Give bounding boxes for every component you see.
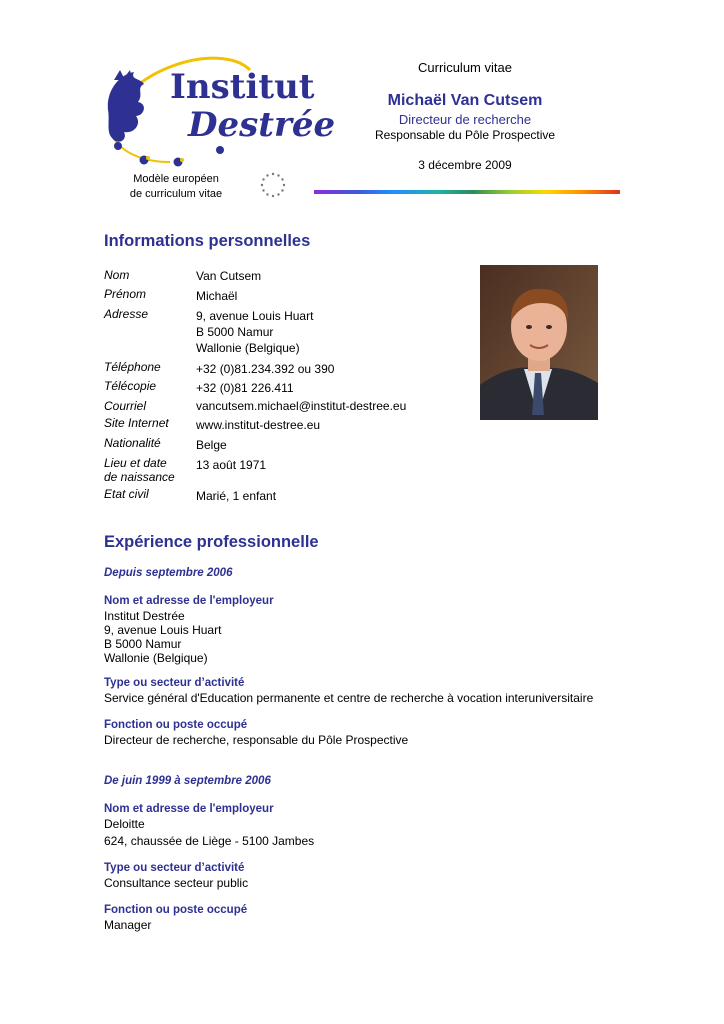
employer-details xyxy=(104,609,221,665)
function-label: Fonction ou poste occupé xyxy=(104,904,248,916)
modele-line2: de curriculum vitae xyxy=(129,188,223,200)
job-period: Depuis septembre 2006 xyxy=(104,567,233,579)
employer-label: Nom et adresse de l'employeur xyxy=(104,803,274,815)
employer-line: Deloitte xyxy=(104,817,145,831)
label-prenom: Prénom xyxy=(104,287,147,301)
rainbow-divider xyxy=(314,190,620,194)
sector-label: Type ou secteur d’activité xyxy=(104,677,245,689)
employer-line: B 5000 Namur xyxy=(104,637,182,651)
employer-line: 624, chaussée de Liège - 5100 Jambes xyxy=(104,834,315,848)
label-telephone: Téléphone xyxy=(104,360,161,374)
label-naissance-line: de naissance xyxy=(104,470,175,484)
function-label: Fonction ou poste occupé xyxy=(104,719,248,731)
value-telecopie: +32 (0)81 226.411 xyxy=(196,381,294,395)
cv-title: Curriculum vitae xyxy=(418,60,512,75)
value-naissance: 13 août 1971 xyxy=(196,458,267,472)
job-title: Directeur de recherche xyxy=(398,112,532,127)
label-site: Site Internet xyxy=(104,416,169,430)
value-telephone: +32 (0)81.234.392 ou 390 xyxy=(196,362,335,376)
sector-value: Service général d'Education permanente et centre de recherche à vocation interuniversitaire xyxy=(104,691,594,705)
modele-caption xyxy=(108,172,244,202)
value-courriel[interactable]: vancutsem.michael@institut-destree.eu xyxy=(196,399,407,413)
employer-line: Wallonie (Belgique) xyxy=(104,651,208,665)
label-nom: Nom xyxy=(104,268,130,282)
rooster-icon xyxy=(108,70,144,142)
function-value: Manager xyxy=(104,918,152,932)
address-line: Wallonie (Belgique) xyxy=(196,341,300,355)
institut-destree-logo xyxy=(100,50,336,170)
label-courriel: Courriel xyxy=(104,399,147,413)
address-line: B 5000 Namur xyxy=(196,325,274,339)
job-period: De juin 1999 à septembre 2006 xyxy=(104,775,271,787)
label-adresse: Adresse xyxy=(104,307,149,321)
eu-stars-icon xyxy=(260,172,286,198)
label-telecopie: Télécopie xyxy=(104,379,157,393)
logo-line1: Institut xyxy=(170,67,315,107)
address-line: 9, avenue Louis Huart xyxy=(196,309,314,323)
logo-line2: Destrée xyxy=(188,105,336,145)
person-name: Michaël Van Cutsem xyxy=(387,92,543,109)
sector-label: Type ou secteur d’activité xyxy=(104,862,245,874)
value-prenom: Michaël xyxy=(196,289,238,303)
cv-date: 3 décembre 2009 xyxy=(418,158,512,172)
profile-photo xyxy=(480,265,598,420)
employer-line: 9, avenue Louis Huart xyxy=(104,623,222,637)
value-etat-civil: Marié, 1 enfant xyxy=(196,489,277,503)
employer-line: Institut Destrée xyxy=(104,609,185,623)
modele-line1: Modèle européen xyxy=(133,173,219,185)
value-nationalite: Belge xyxy=(196,438,227,452)
label-naissance-line: Lieu et date xyxy=(104,456,167,470)
value-adresse xyxy=(196,308,313,356)
value-nom: Van Cutsem xyxy=(196,269,262,283)
section-title-experience: Expérience professionnelle xyxy=(104,533,319,551)
value-site[interactable]: www.institut-destree.eu xyxy=(196,418,321,432)
sector-value: Consultance secteur public xyxy=(104,876,249,890)
employer-label: Nom et adresse de l'employeur xyxy=(104,595,274,607)
section-title-personal: Informations personnelles xyxy=(104,232,311,250)
function-value: Directeur de recherche, responsable du Pôle Prospective xyxy=(104,733,409,747)
label-naissance xyxy=(104,456,188,484)
label-etat-civil: Etat civil xyxy=(104,487,149,501)
label-nationalite: Nationalité xyxy=(104,436,161,450)
job-subtitle: Responsable du Pôle Prospective xyxy=(374,128,556,142)
portrait-illustration xyxy=(480,265,598,420)
